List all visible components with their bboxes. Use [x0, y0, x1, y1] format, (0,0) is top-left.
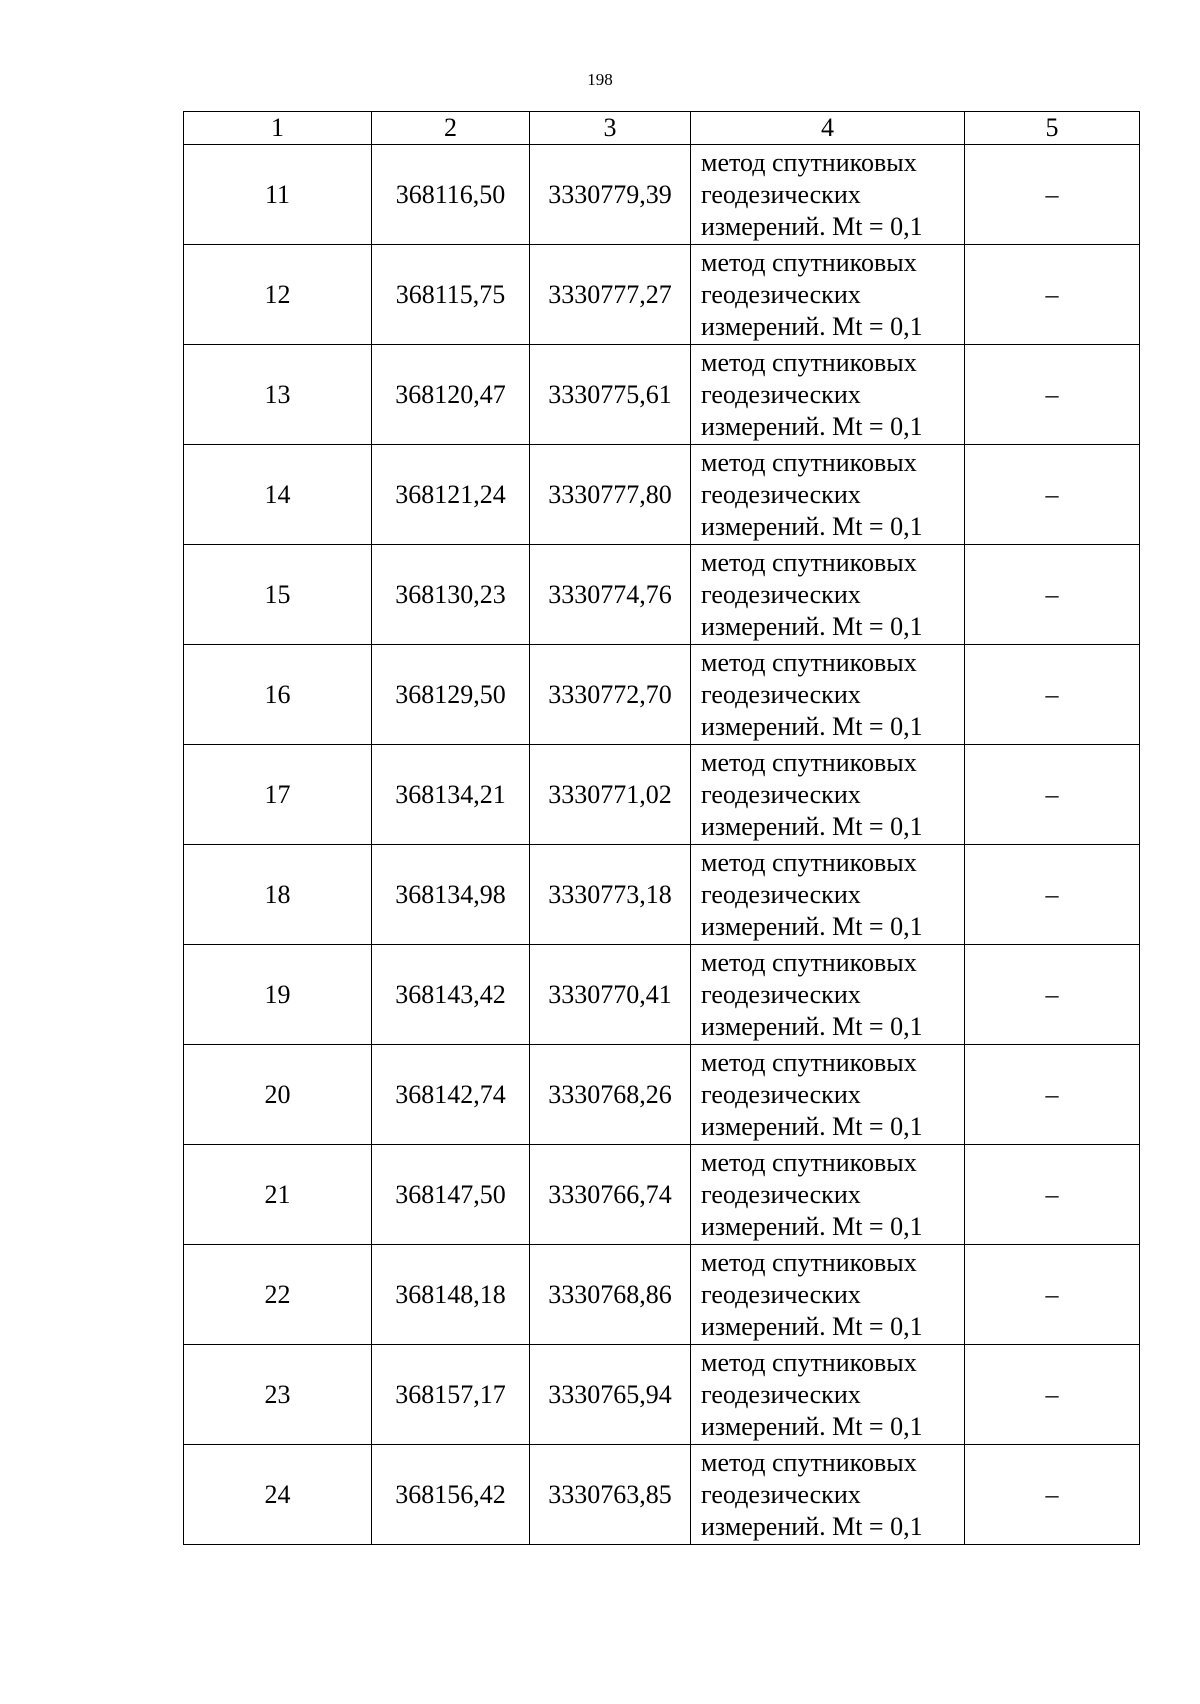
page-number: 198 [587, 70, 613, 89]
x-coordinate-cell: 368142,74 [372, 1045, 530, 1145]
x-coordinate-cell: 368156,42 [372, 1445, 530, 1545]
method-line: измерений. Mt = 0,1 [701, 1511, 923, 1541]
table-row [184, 345, 1140, 445]
method-cell [691, 145, 965, 245]
method-line: метод спутниковых [701, 347, 917, 377]
method-line: геодезических [701, 1079, 861, 1109]
method-line: метод спутниковых [701, 1147, 917, 1177]
table-row [184, 1245, 1140, 1345]
note-cell: – [965, 345, 1140, 445]
method-line: геодезических [701, 279, 861, 309]
point-number-cell: 23 [184, 1345, 372, 1445]
y-coordinate-cell: 3330775,61 [530, 345, 691, 445]
method-line: измерений. Mt = 0,1 [701, 811, 923, 841]
table-row [184, 1145, 1140, 1245]
coordinates-table [183, 111, 1140, 1545]
method-line: метод спутниковых [701, 1447, 917, 1477]
method-line: измерений. Mt = 0,1 [701, 511, 923, 541]
method-line: метод спутниковых [701, 447, 917, 477]
method-line: измерений. Mt = 0,1 [701, 411, 923, 441]
point-number-cell: 19 [184, 945, 372, 1045]
x-coordinate-cell: 368147,50 [372, 1145, 530, 1245]
method-line: геодезических [701, 779, 861, 809]
table-row [184, 145, 1140, 245]
note-cell: – [965, 545, 1140, 645]
x-coordinate-cell: 368134,98 [372, 845, 530, 945]
method-cell [691, 345, 965, 445]
method-line: геодезических [701, 1479, 861, 1509]
method-line: геодезических [701, 579, 861, 609]
method-line: геодезических [701, 1279, 861, 1309]
method-line: измерений. Mt = 0,1 [701, 911, 923, 941]
x-coordinate-cell: 368134,21 [372, 745, 530, 845]
method-line: измерений. Mt = 0,1 [701, 1111, 923, 1141]
table-row [184, 1345, 1140, 1445]
method-cell [691, 945, 965, 1045]
y-coordinate-cell: 3330777,27 [530, 245, 691, 345]
method-cell [691, 1145, 965, 1245]
point-number-cell: 22 [184, 1245, 372, 1345]
table-row [184, 445, 1140, 545]
y-coordinate-cell: 3330773,18 [530, 845, 691, 945]
point-number-cell: 12 [184, 245, 372, 345]
method-line: метод спутниковых [701, 1047, 917, 1077]
method-line: измерений. Mt = 0,1 [701, 1311, 923, 1341]
method-line: метод спутниковых [701, 1247, 917, 1277]
note-cell: – [965, 1145, 1140, 1245]
y-coordinate-cell: 3330772,70 [530, 645, 691, 745]
note-cell: – [965, 145, 1140, 245]
method-line: метод спутниковых [701, 647, 917, 677]
note-cell: – [965, 1445, 1140, 1545]
method-cell [691, 545, 965, 645]
table-body [184, 145, 1140, 1545]
method-cell [691, 745, 965, 845]
y-coordinate-cell: 3330774,76 [530, 545, 691, 645]
y-coordinate-cell: 3330768,86 [530, 1245, 691, 1345]
header-cell-4: 4 [691, 112, 965, 145]
x-coordinate-cell: 368121,24 [372, 445, 530, 545]
header-cell-3: 3 [530, 112, 691, 145]
method-cell [691, 445, 965, 545]
method-line: измерений. Mt = 0,1 [701, 611, 923, 641]
header-cell-2: 2 [372, 112, 530, 145]
method-cell [691, 1445, 965, 1545]
x-coordinate-cell: 368143,42 [372, 945, 530, 1045]
note-cell: – [965, 645, 1140, 745]
header-row [184, 112, 1140, 145]
note-cell: – [965, 245, 1140, 345]
method-line: метод спутниковых [701, 547, 917, 577]
y-coordinate-cell: 3330771,02 [530, 745, 691, 845]
note-cell: – [965, 1345, 1140, 1445]
table-row [184, 845, 1140, 945]
method-cell [691, 245, 965, 345]
method-line: метод спутниковых [701, 247, 917, 277]
method-cell [691, 1045, 965, 1145]
method-line: геодезических [701, 679, 861, 709]
method-line: геодезических [701, 1179, 861, 1209]
y-coordinate-cell: 3330765,94 [530, 1345, 691, 1445]
table-row [184, 245, 1140, 345]
x-coordinate-cell: 368116,50 [372, 145, 530, 245]
point-number-cell: 13 [184, 345, 372, 445]
header-cell-1: 1 [184, 112, 372, 145]
x-coordinate-cell: 368130,23 [372, 545, 530, 645]
method-line: измерений. Mt = 0,1 [701, 311, 923, 341]
method-line: измерений. Mt = 0,1 [701, 1011, 923, 1041]
y-coordinate-cell: 3330777,80 [530, 445, 691, 545]
method-cell [691, 1345, 965, 1445]
y-coordinate-cell: 3330768,26 [530, 1045, 691, 1145]
table-row [184, 945, 1140, 1045]
method-line: измерений. Mt = 0,1 [701, 1411, 923, 1441]
table-row [184, 645, 1140, 745]
x-coordinate-cell: 368157,17 [372, 1345, 530, 1445]
y-coordinate-cell: 3330770,41 [530, 945, 691, 1045]
method-line: геодезических [701, 379, 861, 409]
method-line: геодезических [701, 479, 861, 509]
method-line: измерений. Mt = 0,1 [701, 211, 923, 241]
table-row [184, 1445, 1140, 1545]
table-row [184, 745, 1140, 845]
note-cell: – [965, 945, 1140, 1045]
note-cell: – [965, 745, 1140, 845]
note-cell: – [965, 445, 1140, 545]
x-coordinate-cell: 368115,75 [372, 245, 530, 345]
method-cell [691, 845, 965, 945]
point-number-cell: 16 [184, 645, 372, 745]
x-coordinate-cell: 368120,47 [372, 345, 530, 445]
point-number-cell: 14 [184, 445, 372, 545]
method-line: измерений. Mt = 0,1 [701, 711, 923, 741]
method-line: геодезических [701, 179, 861, 209]
note-cell: – [965, 1045, 1140, 1145]
method-line: геодезических [701, 979, 861, 1009]
point-number-cell: 24 [184, 1445, 372, 1545]
note-cell: – [965, 845, 1140, 945]
point-number-cell: 11 [184, 145, 372, 245]
method-line: метод спутниковых [701, 947, 917, 977]
point-number-cell: 18 [184, 845, 372, 945]
method-line: метод спутниковых [701, 1347, 917, 1377]
y-coordinate-cell: 3330766,74 [530, 1145, 691, 1245]
method-cell [691, 1245, 965, 1345]
method-line: геодезических [701, 1379, 861, 1409]
method-line: метод спутниковых [701, 147, 917, 177]
method-line: измерений. Mt = 0,1 [701, 1211, 923, 1241]
y-coordinate-cell: 3330763,85 [530, 1445, 691, 1545]
y-coordinate-cell: 3330779,39 [530, 145, 691, 245]
method-line: геодезических [701, 879, 861, 909]
point-number-cell: 20 [184, 1045, 372, 1145]
table-row [184, 1045, 1140, 1145]
table-header [184, 112, 1140, 145]
note-cell: – [965, 1245, 1140, 1345]
x-coordinate-cell: 368129,50 [372, 645, 530, 745]
method-line: метод спутниковых [701, 747, 917, 777]
method-cell [691, 645, 965, 745]
table-row [184, 545, 1140, 645]
point-number-cell: 21 [184, 1145, 372, 1245]
point-number-cell: 15 [184, 545, 372, 645]
method-line: метод спутниковых [701, 847, 917, 877]
header-cell-5: 5 [965, 112, 1140, 145]
point-number-cell: 17 [184, 745, 372, 845]
x-coordinate-cell: 368148,18 [372, 1245, 530, 1345]
